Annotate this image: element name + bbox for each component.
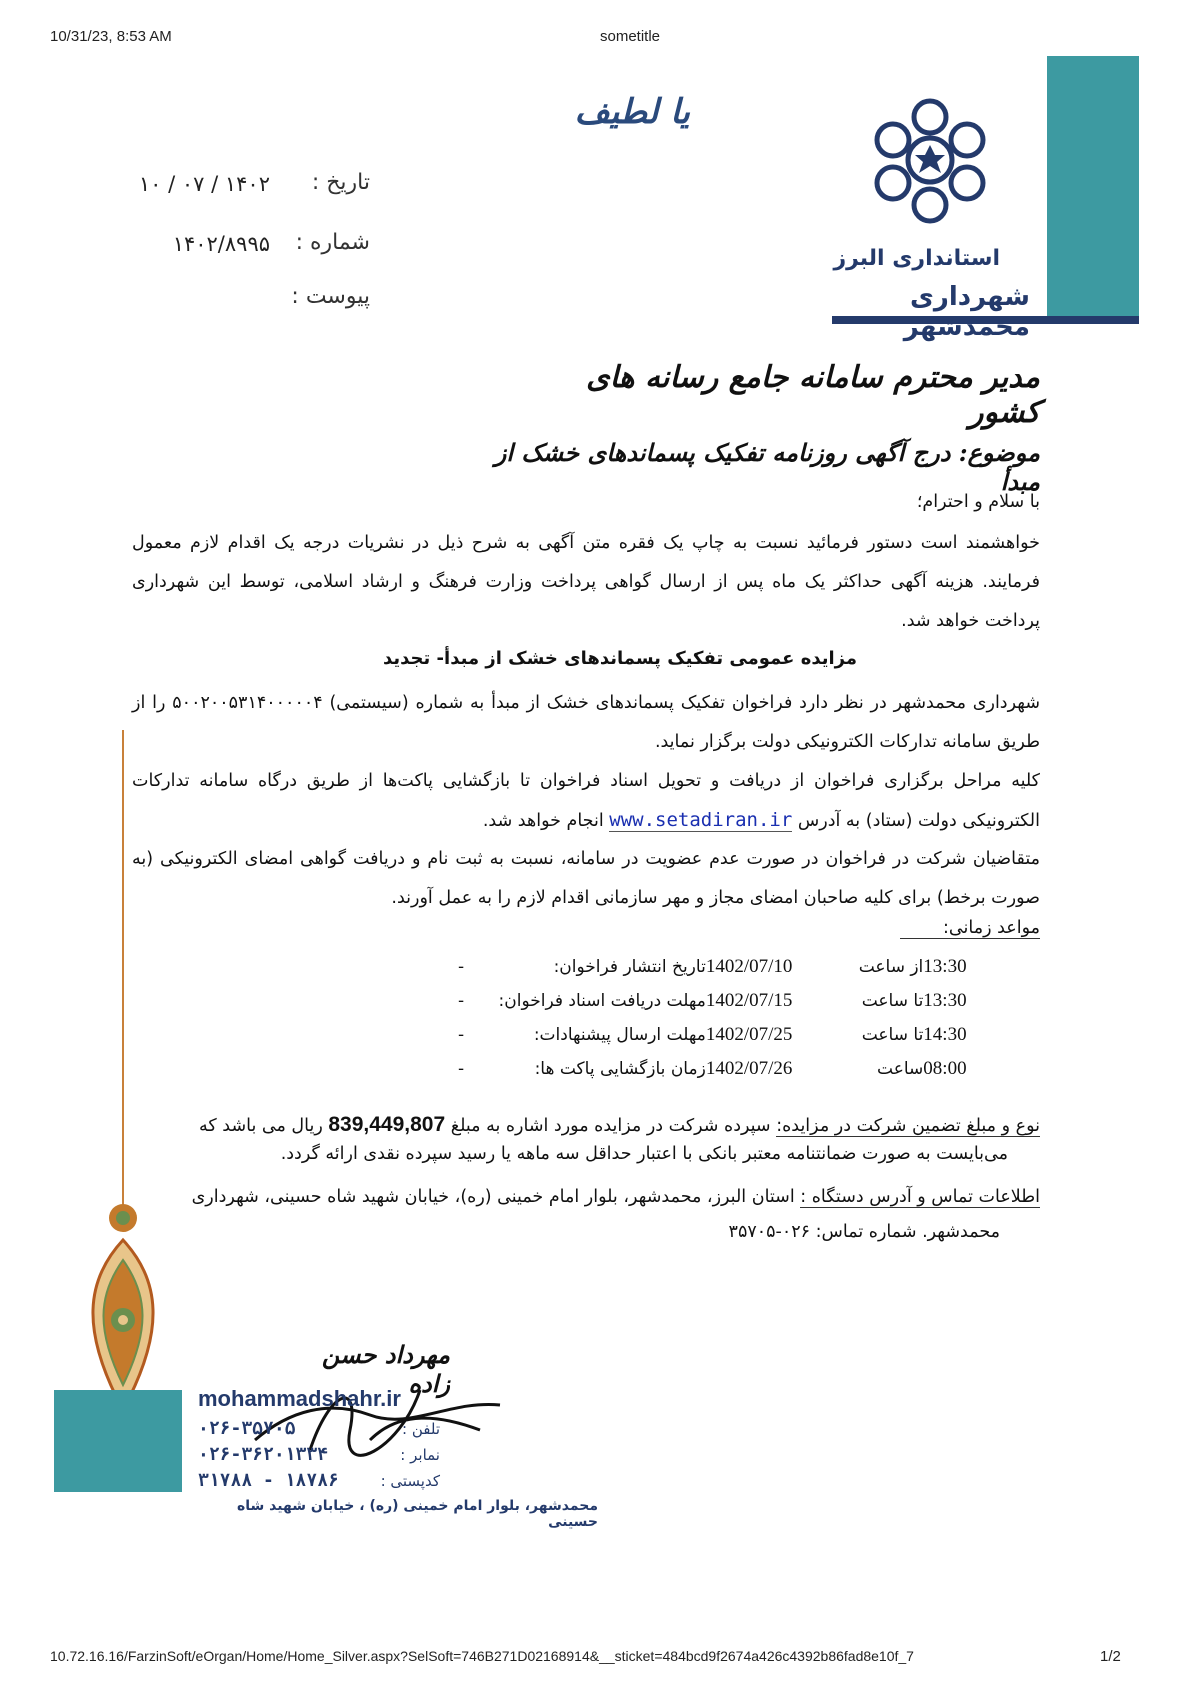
footer-tel-label: تلفن : <box>402 1420 440 1438</box>
schedule-date: 1402/07/25 <box>705 1024 793 1045</box>
bullet: - <box>458 957 465 977</box>
print-page-number: 1/2 <box>1100 1648 1121 1665</box>
schedule-row <box>440 950 1020 984</box>
municipality-logo-icon <box>855 95 1005 225</box>
print-url: 10.72.16.16/FarzinSoft/eOrgan/Home/Home_Silver.aspx?SelSoft=746B271D02168914&__sticket=484bcd9f2674a426c4392b86fad8e10f_7 <box>50 1648 914 1664</box>
schedule-row <box>440 1018 1020 1052</box>
guarantee-text-1: سپرده شرکت در مزایده مورد اشاره به مبلغ <box>450 1116 771 1136</box>
subject-title: موضوع: درج آگهی روزنامه تفکیک پسماندهای خشک از مبدأ <box>494 438 1040 496</box>
schedule-label: مهلت دریافت اسناد فراخوان: <box>498 991 706 1011</box>
schedule-row <box>440 1052 1020 1086</box>
schedule-date: 1402/07/26 <box>705 1058 793 1079</box>
teal-bar-bottom <box>54 1390 182 1492</box>
attachment-label: پیوست : <box>291 284 370 309</box>
contact-line-2: محمدشهر. شماره تماس: ۰۲۶-۳۵۷۰۵ <box>728 1222 1000 1242</box>
schedule-label: تاریخ انتشار فراخوان: <box>553 957 706 977</box>
schedule-time: 14:30 <box>923 1024 967 1045</box>
print-title: sometitle <box>599 28 661 45</box>
footer-tel: ۰۲۶-۳۵۷۰۵ <box>198 1418 296 1439</box>
motto-calligraphy: یا لطیف <box>574 92 690 132</box>
paragraph-registration: متقاضیان شرکت در فراخوان در صورت عدم عضویت در سامانه، نسبت به ثبت نام و دریافت گواهی امضای الکترونیکی (به صورت برخط) برای کلیه صاحبان امضای مجاز و مهر سازمانی اقدام لازم را به عمل آورند. <box>132 849 1040 908</box>
footer-postal-label: کدپستی : <box>380 1472 440 1490</box>
municipality-name: شهرداری محمدشهر <box>903 282 1030 342</box>
print-timestamp: 10/31/23, 8:53 AM <box>50 28 172 45</box>
province-name: استانداری البرز <box>833 246 1000 271</box>
auction-title: مزایده عمومی تفکیک پسماندهای خشک از مبدأ- تجدید <box>383 648 857 669</box>
guarantee-text-2: ریال می باشد که <box>199 1116 323 1136</box>
greeting: با سلام و احترام؛ <box>916 492 1040 512</box>
paragraph-process <box>132 762 1040 841</box>
bullet: - <box>458 1025 465 1045</box>
guarantee-label: نوع و مبلغ تضمین شرکت در مزایده: <box>776 1116 1040 1136</box>
paragraph-request: خواهشمند است دستور فرمائید نسبت به چاپ یک فقره متن آگهی به شرح ذیل در نشریات درجه یک اقدام لازم معمول فرمایند. هزینه آگهی حداکثر یک ماه پس از ارسال گواهی پرداخت وزارت فرهنگ و ارشاد اسلامی، توسط این شهرداری پرداخت خواهد شد. <box>132 533 1040 631</box>
process-text-after: انجام خواهد شد. <box>482 811 604 831</box>
number-label: شماره : <box>295 230 370 255</box>
schedule-table <box>440 950 1020 1086</box>
schedule-time-label: ساعت <box>877 1059 924 1079</box>
footer-fax: ۰۲۶-۳۶۲۰۱۳۳۴ <box>198 1444 329 1465</box>
schedule-date: 1402/07/10 <box>705 956 793 977</box>
guarantee-amount: 839,449,807 <box>328 1113 446 1136</box>
date-label: تاریخ : <box>311 170 370 195</box>
bullet: - <box>458 991 465 1011</box>
schedule-time: 08:00 <box>923 1058 967 1079</box>
process-text-before: کلیه مراحل برگزاری فراخوان از دریافت و تحویل اسناد فراخوان تا بازگشایی پاکت‌ها از طریق درگاه سامانه تدارکات الکترونیکی دولت (ستاد) به آدرس <box>132 771 1040 831</box>
footer-postal: ۳۱۷۸۸ - ۱۸۷۸۶ <box>198 1470 339 1491</box>
schedule-label: زمان بازگشایی پاکت ها: <box>534 1059 706 1079</box>
contact-block <box>132 1178 1040 1216</box>
schedule-title: مواعد زمانی: <box>900 918 1040 939</box>
bullet: - <box>458 1059 465 1079</box>
ornament-line <box>122 730 124 1210</box>
contact-label: اطلاعات تماس و آدرس دستگاه : <box>800 1187 1040 1207</box>
schedule-row <box>440 984 1020 1018</box>
teal-bar-top <box>1047 56 1139 322</box>
footer-website: mohammadshahr.ir <box>198 1386 401 1411</box>
paragraph-announcement: شهرداری محمدشهر در نظر دارد فراخوان تفکیک پسماندهای خشک از مبدأ به شماره (سیستمی) ۵۰۰۲۰۰۵۳۱۴۰۰۰۰۰۴ را از طریق سامانه تدارکات الکترونیکی دولت برگزار نماید. <box>132 693 1040 752</box>
signatory-name: مهرداد حسن زاده <box>321 1340 450 1398</box>
schedule-date: 1402/07/15 <box>705 990 793 1011</box>
setad-link[interactable]: www.setadiran.ir <box>609 809 793 831</box>
number-value: ۱۴۰۲/۸۹۹۵ <box>172 232 270 256</box>
footer-address: محمدشهر، بلوار امام خمینی (ره) ، خیابان شهید شاه حسینی <box>237 1498 598 1530</box>
schedule-time-label: تا ساعت <box>861 991 924 1011</box>
contact-text: استان البرز، محمدشهر، بلوار امام خمینی (ره)، خیابان شهید شاه حسینی، شهرداری <box>191 1187 795 1207</box>
schedule-time: 13:30 <box>923 990 967 1011</box>
recipient-title: مدیر محترم سامانه جامع رسانه های کشور <box>586 360 1040 430</box>
schedule-label: مهلت ارسال پیشنهادات: <box>533 1025 706 1045</box>
schedule-time: 13:30 <box>923 956 967 977</box>
date-value: ۱۴۰۲ / ۰۷ / ۱۰ <box>138 172 270 196</box>
guarantee-block <box>132 1106 1040 1145</box>
footer-fax-label: نمابر : <box>400 1446 440 1464</box>
schedule-time-label: تا ساعت <box>861 1025 924 1045</box>
guarantee-line-2: می‌بایست به صورت ضمانتنامه معتبر بانکی با اعتبار حداقل سه ماهه یا رسید سپرده نقدی ارائه گردد. <box>280 1144 1008 1164</box>
schedule-time-label: از ساعت <box>858 957 924 977</box>
